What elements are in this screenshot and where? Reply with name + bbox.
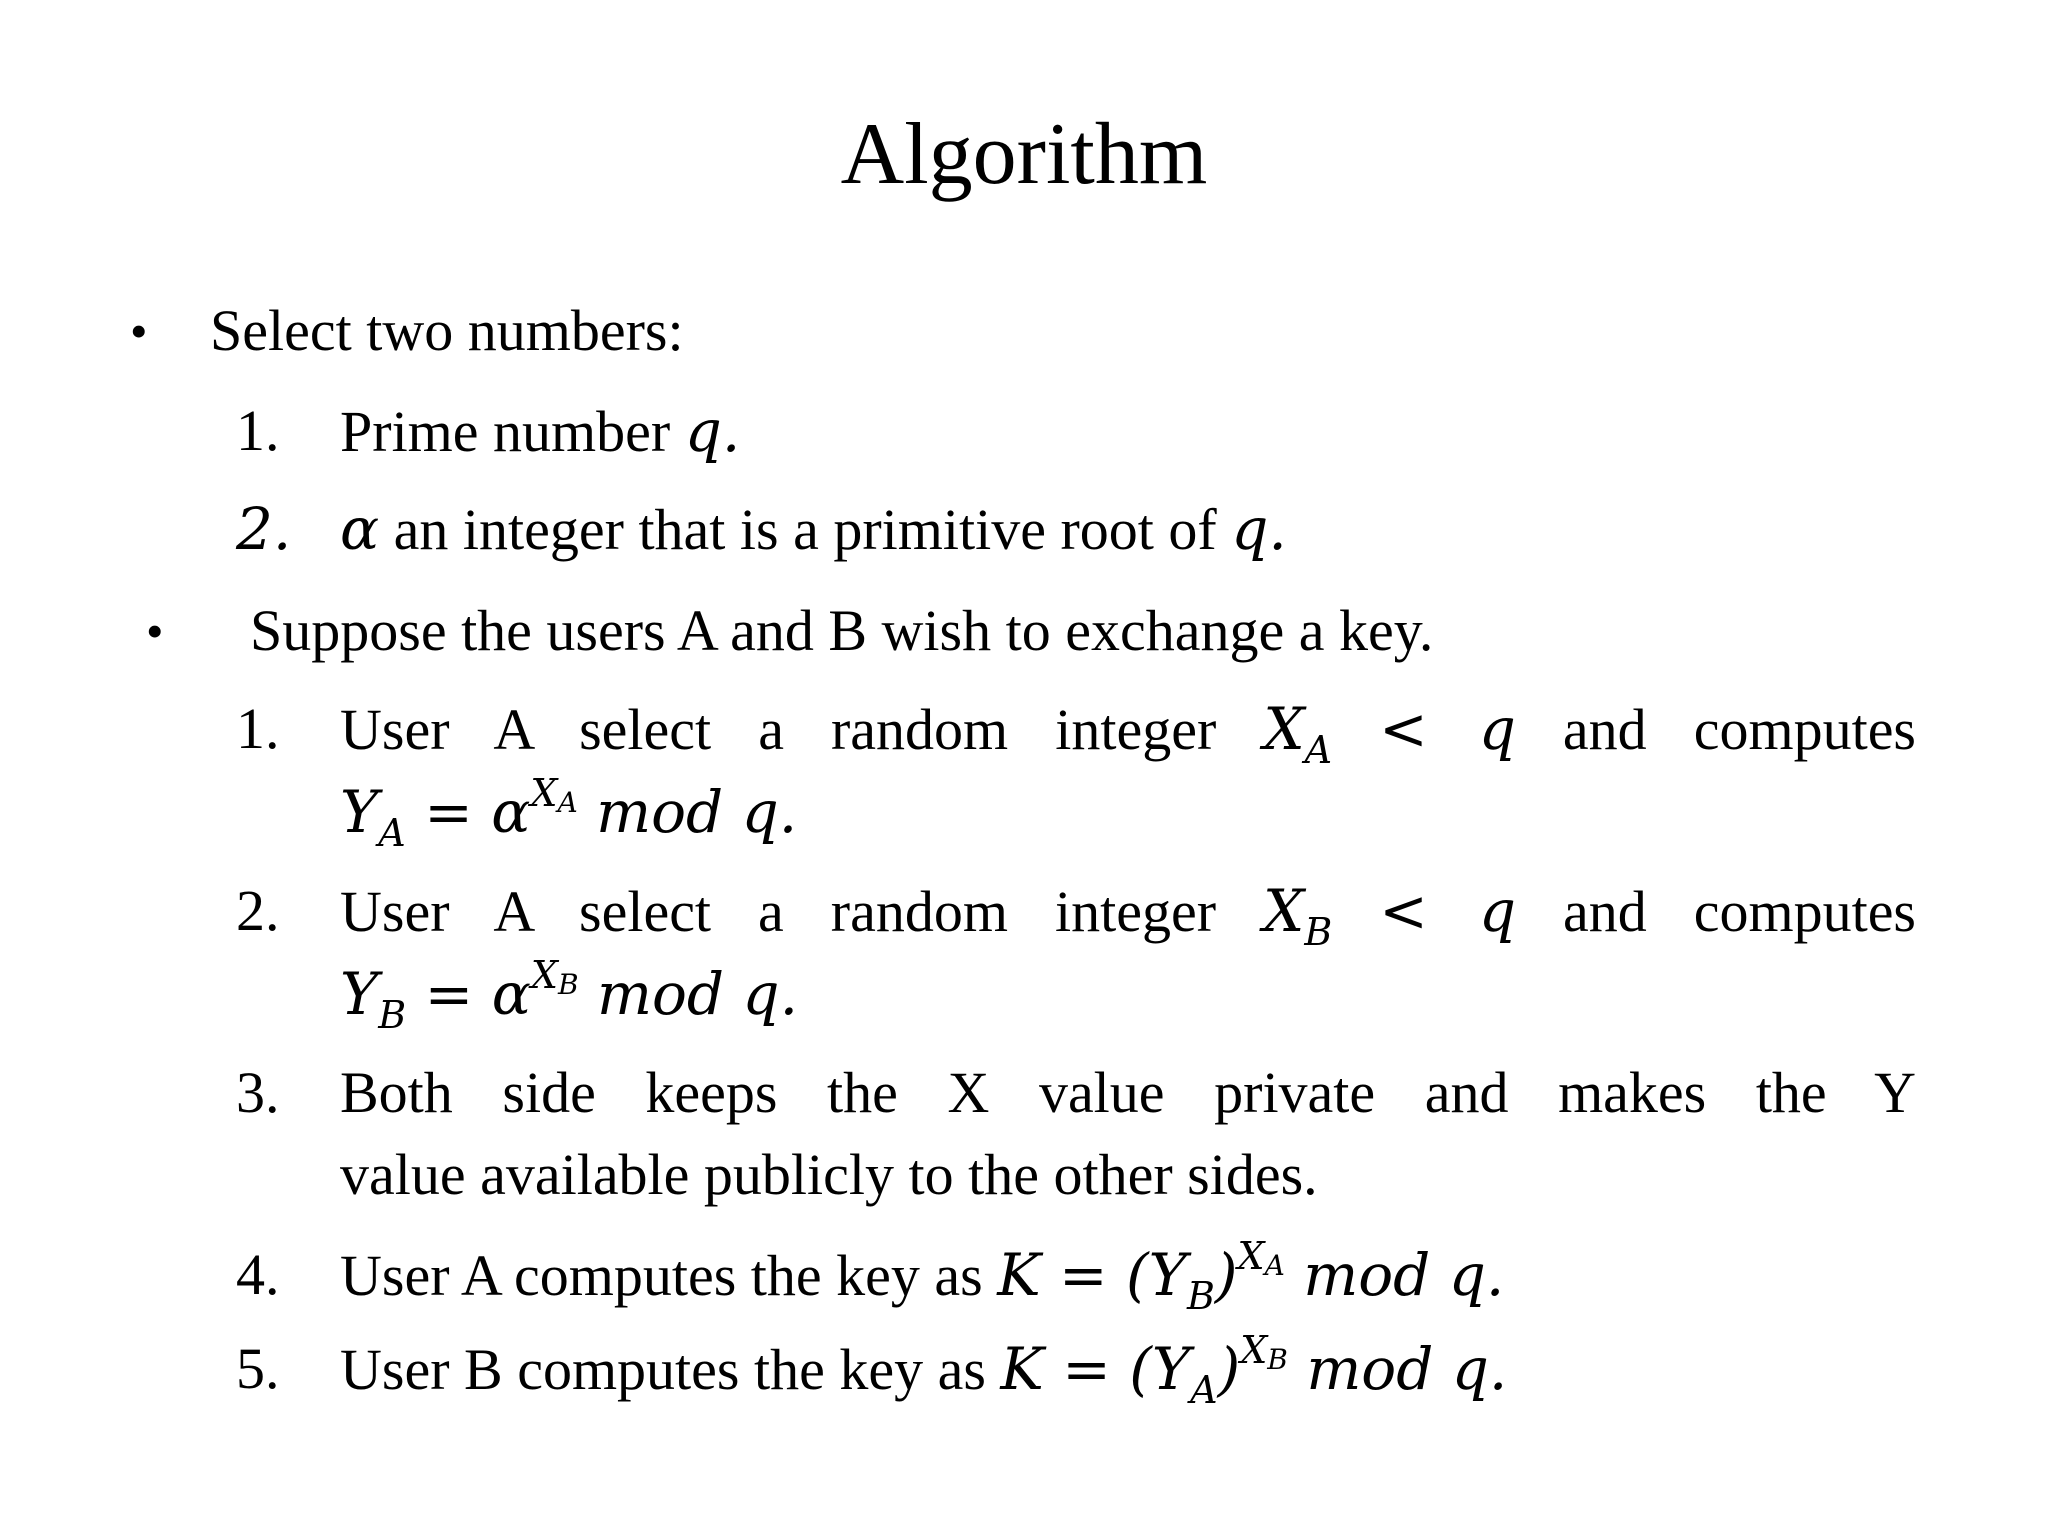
item-content bbox=[340, 1234, 1916, 1317]
slide-title: Algorithm bbox=[840, 106, 1208, 203]
item-tail: and computes bbox=[1562, 697, 1917, 762]
item-content bbox=[340, 1052, 1916, 1216]
item-line bbox=[340, 870, 1916, 953]
bullet-dot: • bbox=[130, 303, 148, 359]
item-text: User A computes the key as bbox=[340, 1243, 983, 1308]
math-alpha: α bbox=[340, 495, 380, 563]
item-number: 1. bbox=[236, 398, 280, 463]
item-line: Both side keeps the X value private and makes the Y bbox=[340, 1060, 1916, 1125]
item-equation: $K = (Y_B)^{XA}$ mod q. bbox=[997, 1234, 1505, 1318]
item-content bbox=[340, 488, 1916, 571]
math-x: $X_A$ bbox=[1263, 695, 1333, 772]
item-number: 1. bbox=[236, 696, 280, 761]
bullet-text: Select two numbers: bbox=[210, 298, 684, 363]
math-period: . bbox=[721, 397, 741, 465]
item-content bbox=[340, 870, 1916, 1035]
item-text: User B computes the key as bbox=[340, 1337, 986, 1402]
item-number: 2. bbox=[236, 878, 280, 943]
item-line bbox=[340, 688, 1916, 771]
item-content bbox=[340, 1328, 1916, 1411]
item-content bbox=[340, 390, 1916, 473]
item-equation: $Y_B = \alpha^{XB}$ mod q. bbox=[340, 953, 798, 1037]
item-tail: and computes bbox=[1562, 879, 1917, 944]
item-number: 5. bbox=[236, 1336, 280, 1401]
item-equation: $Y_A = \alpha^{XA}$ mod q. bbox=[340, 771, 798, 855]
item-number: 2. bbox=[236, 495, 292, 563]
item-content bbox=[340, 688, 1916, 853]
math-relation: < q bbox=[1379, 695, 1516, 763]
math-var: q bbox=[684, 397, 722, 465]
math-var: q bbox=[1231, 495, 1269, 563]
bullet-dot: • bbox=[146, 603, 164, 659]
item-text: User A select a random integer bbox=[340, 879, 1217, 944]
math-x: $X_B$ bbox=[1263, 877, 1333, 954]
item-equation: $K = (Y_A)^{XB}$ mod q. bbox=[1000, 1328, 1508, 1412]
item-text: Prime number bbox=[340, 399, 671, 464]
item-text: an integer that is a primitive root of bbox=[393, 497, 1217, 562]
item-line: value available publicly to the other sides. bbox=[340, 1142, 1318, 1207]
bullet-text: Suppose the users A and B wish to exchange a key. bbox=[250, 598, 1434, 663]
math-period: . bbox=[1268, 495, 1287, 563]
item-number: 3. bbox=[236, 1060, 280, 1125]
item-text: User A select a random integer bbox=[340, 697, 1217, 762]
item-number: 4. bbox=[236, 1242, 280, 1307]
math-relation: < q bbox=[1379, 877, 1516, 945]
